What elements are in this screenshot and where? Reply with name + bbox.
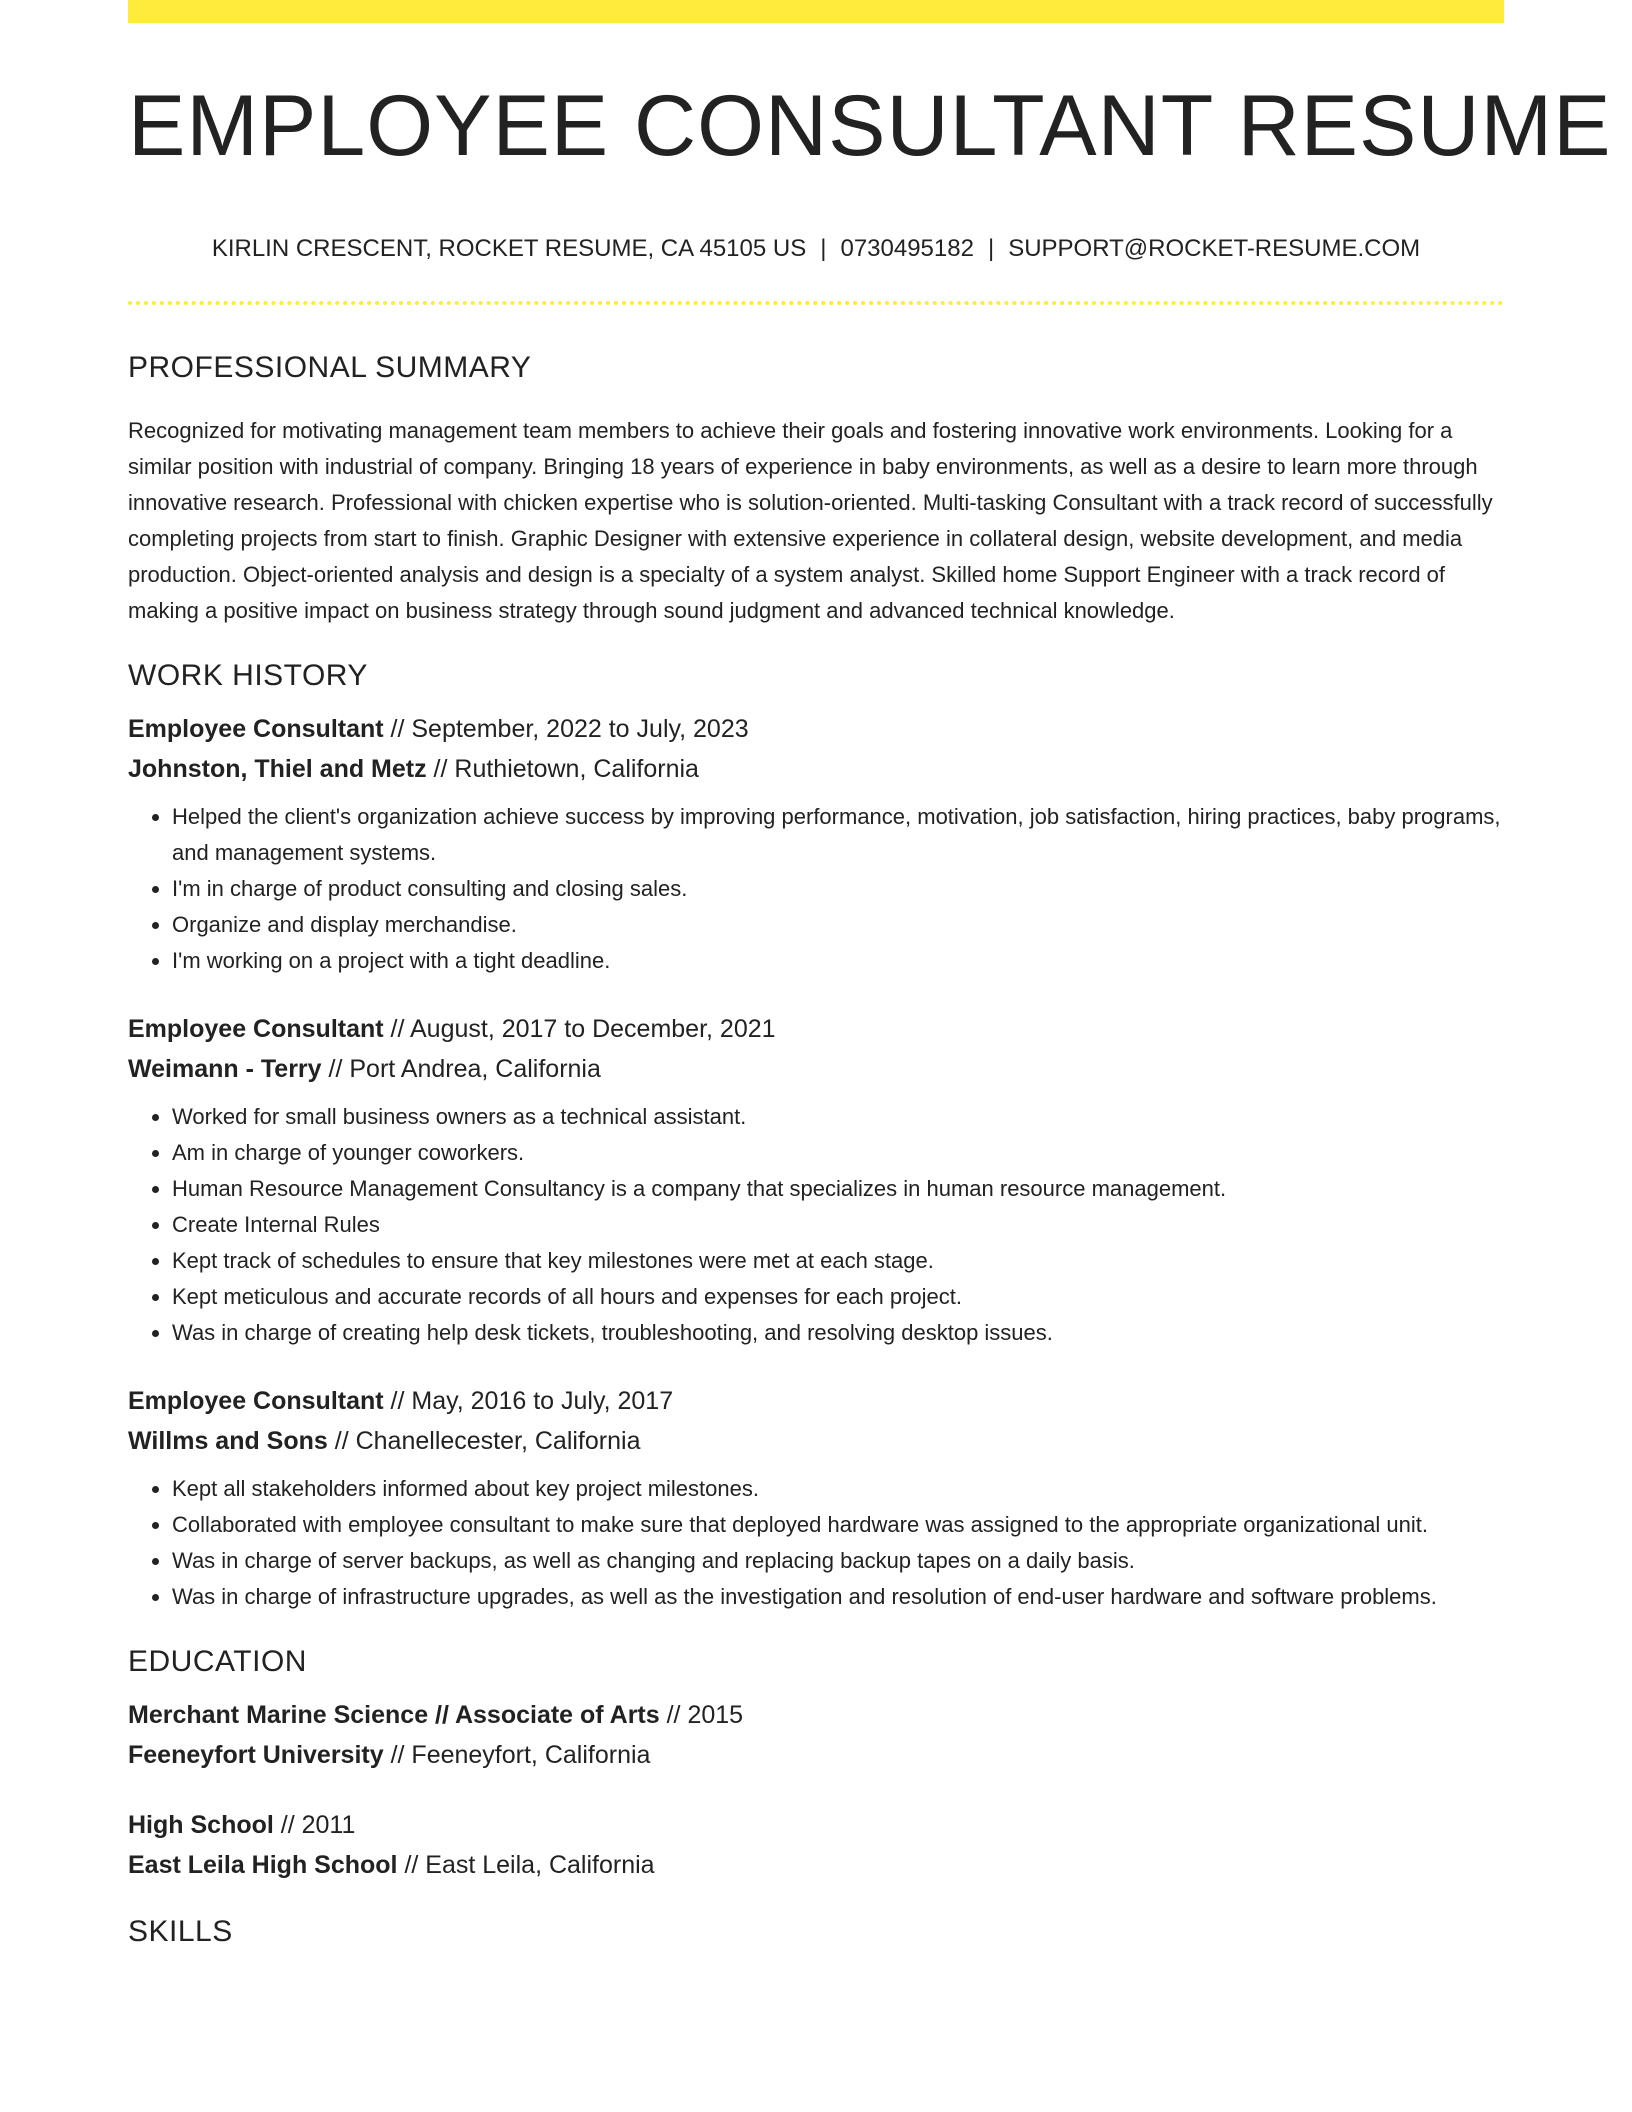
list-item: • Was in charge of server backups, as well as changing and replacing backup tapes on a daily basis. xyxy=(172,1543,1504,1579)
job-entry xyxy=(128,709,1504,979)
education-degree: Merchant Marine Science // Associate of Arts xyxy=(128,1701,660,1729)
job-bullets xyxy=(128,799,1504,979)
job-entry xyxy=(128,1381,1504,1615)
education-location: // East Leila, California xyxy=(397,1851,655,1879)
job-company-line xyxy=(128,1049,1504,1089)
job-company-line xyxy=(128,1421,1504,1461)
dotted-divider xyxy=(128,301,1504,305)
job-title: Employee Consultant xyxy=(128,715,384,743)
summary-text: Recognized for motivating management team members to achieve their goals and fostering innovative work environments. Looking for a similar position with industrial of company. Bringing 18 years of experience in baby environments, as well as a desire to learn more through innovative research. Professional with chicken expertise who is solution-oriented. Multi-tasking Consultant with a track record of successfully completing projects from start to finish. Graphic Designer with extensive experience in collateral design, website development, and media production. Object-oriented analysis and design is a specialty of a system analyst. Skilled home Support Engineer with a track record of making a positive impact on business strategy through sound judgment and advanced technical knowledge. xyxy=(128,418,1493,623)
education-school-line xyxy=(128,1845,1504,1885)
education-school: East Leila High School xyxy=(128,1851,398,1879)
list-item: • Was in charge of creating help desk tickets, troubleshooting, and resolving desktop issues. xyxy=(172,1315,1504,1351)
job-dates: // August, 2017 to December, 2021 xyxy=(383,1015,776,1043)
education-heading: EDUCATION xyxy=(128,1645,307,1678)
list-item: • I'm in charge of product consulting and closing sales. xyxy=(172,871,1504,907)
contact-address: KIRLIN CRESCENT, ROCKET RESUME, CA 45105 US xyxy=(211,235,807,262)
contact-line xyxy=(128,237,1504,261)
education-entry xyxy=(128,1805,1504,1885)
resume-page xyxy=(128,0,1612,1948)
job-company: Weimann - Terry xyxy=(128,1055,322,1083)
skills-heading: SKILLS xyxy=(128,1915,233,1948)
job-entry xyxy=(128,1009,1504,1351)
job-dates: // May, 2016 to July, 2017 xyxy=(383,1387,674,1415)
work-history-heading: WORK HISTORY xyxy=(128,659,368,692)
job-bullets xyxy=(128,1099,1504,1351)
top-accent-bar xyxy=(128,0,1504,23)
education-degree-line xyxy=(128,1695,1504,1735)
job-dates: // September, 2022 to July, 2023 xyxy=(383,715,749,743)
job-title-line xyxy=(128,709,1504,749)
job-company: Johnston, Thiel and Metz xyxy=(128,755,427,783)
list-item: • Worked for small business owners as a technical assistant. xyxy=(172,1099,1504,1135)
education-entry xyxy=(128,1695,1504,1775)
summary-heading: PROFESSIONAL SUMMARY xyxy=(128,351,532,384)
job-title: Employee Consultant xyxy=(128,1015,384,1043)
job-title: Employee Consultant xyxy=(128,1387,384,1415)
education-year: // 2015 xyxy=(659,1701,744,1729)
contact-email: SUPPORT@ROCKET-RESUME.COM xyxy=(1008,235,1421,262)
job-location: // Chanellecester, California xyxy=(327,1427,641,1455)
list-item: • Collaborated with employee consultant to make sure that deployed hardware was assigned to the appropriate organizational unit. xyxy=(172,1507,1504,1543)
education-location: // Feeneyfort, California xyxy=(383,1741,651,1769)
list-item: • Human Resource Management Consultancy is a company that specializes in human resource management. xyxy=(172,1171,1504,1207)
education-year: // 2011 xyxy=(273,1811,356,1839)
job-bullets xyxy=(128,1471,1504,1615)
list-item: • Kept meticulous and accurate records of all hours and expenses for each project. xyxy=(172,1279,1504,1315)
job-title-line xyxy=(128,1009,1504,1049)
list-item: • Was in charge of infrastructure upgrades, as well as the investigation and resolution of end-user hardware and software problems. xyxy=(172,1579,1504,1615)
list-item: • I'm working on a project with a tight deadline. xyxy=(172,943,1504,979)
contact-separator: | xyxy=(987,235,995,262)
education-degree-line xyxy=(128,1805,1504,1845)
contact-separator: | xyxy=(820,235,827,262)
list-item: • Helped the client's organization achieve success by improving performance, motivation, job satisfaction, hiring practices, baby programs, and management systems. xyxy=(172,799,1504,871)
job-company: Willms and Sons xyxy=(128,1427,328,1455)
list-item: • Kept track of schedules to ensure that key milestones were met at each stage. xyxy=(172,1243,1504,1279)
list-item: • Am in charge of younger coworkers. xyxy=(172,1135,1504,1171)
contact-phone: 0730495182 xyxy=(840,235,974,262)
job-title-line xyxy=(128,1381,1504,1421)
education-school-line xyxy=(128,1735,1504,1775)
list-item: • Organize and display merchandise. xyxy=(172,907,1504,943)
list-item: • Kept all stakeholders informed about key project milestones. xyxy=(172,1471,1504,1507)
job-location: // Ruthietown, California xyxy=(426,755,699,783)
education-degree: High School xyxy=(128,1811,274,1839)
education-school: Feeneyfort University xyxy=(128,1741,384,1769)
job-company-line xyxy=(128,749,1504,789)
job-location: // Port Andrea, California xyxy=(321,1055,601,1083)
list-item: • Create Internal Rules xyxy=(172,1207,1504,1243)
page-title: EMPLOYEE CONSULTANT RESUME xyxy=(128,78,1612,174)
